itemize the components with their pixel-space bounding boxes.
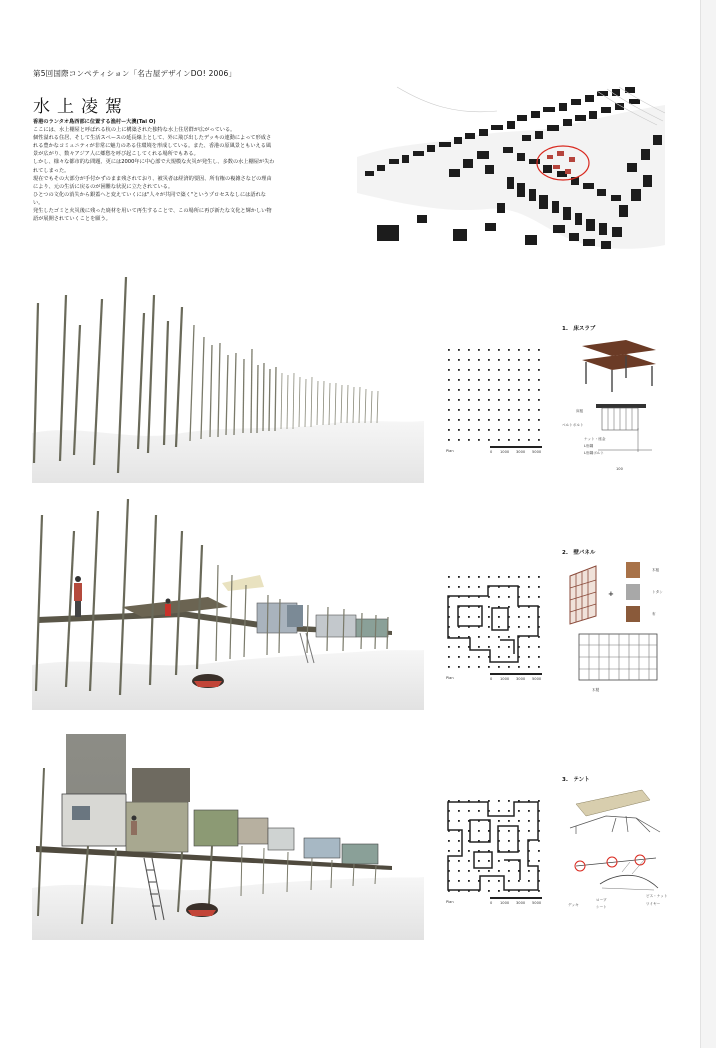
intro-paragraph: 発生したゴミと火災後に残った廃材を用いて再生することで、この場所に再び新たな文化と輝かしい物語が展開されていくことを願う。 (33, 208, 272, 223)
column-dot (478, 656, 480, 658)
column-dot (478, 870, 480, 872)
column-dot (518, 389, 520, 391)
column-dot (498, 616, 500, 618)
column-dot (468, 369, 470, 371)
page-title: 水上凌駕 (33, 97, 129, 117)
note-label: 木製 (592, 688, 600, 692)
column-dot (458, 586, 460, 588)
column-dot (528, 419, 530, 421)
column-dot (448, 399, 450, 401)
column-dot (538, 429, 540, 431)
step-1-plan (444, 345, 546, 455)
plan-label: Plan (446, 449, 454, 453)
competition-title: 第5回国際コンペティション「名古屋デザインDO! 2006」 (33, 69, 237, 78)
note-label: ワイヤー (646, 902, 661, 906)
column-dot (498, 646, 500, 648)
column-dot (518, 810, 520, 812)
column-dot (448, 850, 450, 852)
material-label: 布 (652, 612, 656, 616)
column-dot (458, 870, 460, 872)
scale-tick: 1000 (500, 450, 510, 454)
note-label: 100 (616, 467, 623, 471)
column-dot (538, 389, 540, 391)
column-dot (448, 656, 450, 658)
intro-paragraph: ひとつの文化の消失から銀蓋へと変えていくには"人々が共同で築く"というプロセスなしには語れない。 (33, 191, 266, 206)
column-dot (528, 830, 530, 832)
column-dot (458, 399, 460, 401)
column-dot (488, 379, 490, 381)
column-dot (468, 850, 470, 852)
column-dot (518, 576, 520, 578)
column-dot (498, 860, 500, 862)
column-dot (468, 439, 470, 441)
material-label: トタン (652, 590, 663, 594)
column-dot (528, 666, 530, 668)
tent-diagram (566, 788, 666, 906)
column-dot (498, 399, 500, 401)
column-dot (538, 399, 540, 401)
column-dot (528, 369, 530, 371)
note-label: デッキ (568, 903, 579, 907)
column-dot (458, 576, 460, 578)
column-dot (498, 890, 500, 892)
column-dot (518, 419, 520, 421)
column-dot (448, 840, 450, 842)
column-dot (518, 379, 520, 381)
column-dot (488, 636, 490, 638)
column-dot (518, 409, 520, 411)
scale-tick: 3000 (516, 677, 526, 681)
column-dot (498, 429, 500, 431)
column-dot (518, 616, 520, 618)
column-dot (488, 880, 490, 882)
column-dot (448, 359, 450, 361)
column-dot (508, 389, 510, 391)
column-dot (478, 409, 480, 411)
column-dot (508, 409, 510, 411)
column-dot (538, 666, 540, 668)
column-dot (538, 596, 540, 598)
column-dot (498, 810, 500, 812)
column-dot (478, 860, 480, 862)
column-dot (448, 586, 450, 588)
column-dot (508, 359, 510, 361)
column-dot (498, 636, 500, 638)
intro-paragraph: 香港のランタオ島西部に位置する漁村ー大澳(Tai O) (33, 119, 156, 125)
column-dot (478, 359, 480, 361)
plus-sign: + (608, 590, 614, 598)
site-map (357, 85, 665, 257)
column-dot (448, 349, 450, 351)
column-dot (508, 820, 510, 822)
column-dot (478, 830, 480, 832)
column-dot (468, 359, 470, 361)
column-dot (458, 850, 460, 852)
column-dot (528, 379, 530, 381)
scale-bar (490, 673, 542, 675)
column-dot (538, 576, 540, 578)
column-dot (538, 419, 540, 421)
column-dot (508, 800, 510, 802)
column-dot (488, 616, 490, 618)
column-dot (498, 666, 500, 668)
column-dot (468, 880, 470, 882)
step-2-plan (444, 572, 546, 682)
column-dot (528, 349, 530, 351)
column-dot (478, 576, 480, 578)
column-dot (518, 349, 520, 351)
scale-tick: 0 (490, 901, 493, 905)
column-dot (538, 409, 540, 411)
plan-label: Plan (446, 900, 454, 904)
column-dot (498, 419, 500, 421)
column-dot (528, 616, 530, 618)
scale-tick: 0 (490, 677, 493, 681)
step-3-label: 3. テント (562, 777, 590, 783)
column-dot (468, 860, 470, 862)
column-dot (508, 840, 510, 842)
column-dot (498, 439, 500, 441)
column-dot (538, 379, 540, 381)
column-dot (458, 349, 460, 351)
column-dot (518, 666, 520, 668)
column-dot (508, 419, 510, 421)
column-dot (488, 870, 490, 872)
column-dot (448, 389, 450, 391)
column-dot (458, 646, 460, 648)
column-dot (458, 860, 460, 862)
column-dot (518, 429, 520, 431)
column-dot (468, 576, 470, 578)
column-dot (468, 656, 470, 658)
column-dot (498, 800, 500, 802)
column-dot (468, 616, 470, 618)
column-dot (488, 419, 490, 421)
column-dot (468, 379, 470, 381)
intro-paragraph: ここには、水上棚屋と呼ばれる杭の上に構築された独特な水上住居群が広がっている。 (33, 127, 236, 134)
column-dot (528, 439, 530, 441)
column-dot (458, 429, 460, 431)
column-dot (528, 626, 530, 628)
column-dot (498, 389, 500, 391)
column-dot (528, 576, 530, 578)
column-dot (458, 880, 460, 882)
column-dot (528, 880, 530, 882)
column-dot (488, 439, 490, 441)
column-dot (478, 429, 480, 431)
column-dot (498, 576, 500, 578)
column-dot (498, 409, 500, 411)
column-dot (498, 626, 500, 628)
scale-tick: 3000 (516, 901, 526, 905)
column-dot (508, 870, 510, 872)
column-dot (488, 389, 490, 391)
column-dot (498, 870, 500, 872)
column-dot (498, 880, 500, 882)
column-dot (488, 860, 490, 862)
column-dot (468, 666, 470, 668)
column-dot (448, 646, 450, 648)
perspective-scene-3 (32, 728, 424, 940)
column-dot (488, 369, 490, 371)
column-dot (448, 439, 450, 441)
column-dot (498, 596, 500, 598)
column-dot (478, 419, 480, 421)
scale-tick: 1000 (500, 901, 510, 905)
note-label: シート (596, 905, 607, 909)
column-dot (448, 419, 450, 421)
column-dot (508, 596, 510, 598)
column-dot (508, 880, 510, 882)
column-dot (488, 890, 490, 892)
column-dot (538, 349, 540, 351)
column-dot (458, 439, 460, 441)
column-dot (468, 429, 470, 431)
scale-tick: 5000 (532, 677, 542, 681)
column-dot (528, 596, 530, 598)
column-dot (478, 646, 480, 648)
column-dot (488, 409, 490, 411)
column-dot (508, 646, 510, 648)
column-dot (468, 870, 470, 872)
column-dot (468, 389, 470, 391)
material-label: 木板 (652, 568, 660, 572)
column-dot (478, 666, 480, 668)
column-dot (448, 369, 450, 371)
note-label: ベルトボルト (562, 423, 584, 427)
note-label: ビス・ナット (646, 894, 668, 898)
column-dot (448, 409, 450, 411)
column-dot (488, 349, 490, 351)
column-dot (518, 820, 520, 822)
column-dot (528, 810, 530, 812)
column-dot (508, 369, 510, 371)
column-dot (488, 606, 490, 608)
column-dot (458, 419, 460, 421)
note-label: 床板 (576, 409, 584, 413)
column-dot (468, 419, 470, 421)
column-dot (538, 369, 540, 371)
column-dot (498, 359, 500, 361)
scale-tick: 5000 (532, 901, 542, 905)
intro-text (33, 118, 275, 223)
perspective-scene-2 (32, 495, 424, 710)
column-dot (518, 369, 520, 371)
column-dot (488, 399, 490, 401)
column-dot (488, 646, 490, 648)
column-dot (468, 810, 470, 812)
perspective-scene-1 (32, 273, 424, 483)
column-dot (478, 810, 480, 812)
column-dot (458, 810, 460, 812)
column-dot (498, 656, 500, 658)
column-dot (498, 379, 500, 381)
column-dot (508, 636, 510, 638)
column-dot (488, 429, 490, 431)
column-dot (518, 439, 520, 441)
column-dot (458, 359, 460, 361)
column-dot (528, 359, 530, 361)
wall-elevation-grid (578, 633, 660, 687)
plan-label: Plan (446, 676, 454, 680)
column-dot (538, 439, 540, 441)
column-dot (538, 646, 540, 648)
column-dot (528, 586, 530, 588)
intro-paragraph: 現在でもその大部分が手付かずのまま残されており、被災者は経済的要因、所有権の複雑さなどの理由により、元の生活に戻るのが困難な状況に立たされている。 (33, 175, 272, 190)
column-dot (518, 359, 520, 361)
column-dot (508, 429, 510, 431)
column-dot (508, 810, 510, 812)
column-dot (458, 666, 460, 668)
intro-paragraph: しかし、様々な都市的な問題、更には2000年に中心部で大規模な火災が発生し、多数の水上棚屋が失われてしまった。 (33, 159, 275, 174)
step-2-label: 2. 壁パネル (562, 550, 596, 556)
column-dot (528, 656, 530, 658)
column-dot (478, 389, 480, 391)
column-dot (518, 399, 520, 401)
column-dot (508, 379, 510, 381)
column-dot (488, 666, 490, 668)
column-dot (458, 389, 460, 391)
column-dot (478, 636, 480, 638)
column-dot (458, 379, 460, 381)
step-1-label: 1. 床スラブ (562, 326, 596, 332)
column-dot (478, 369, 480, 371)
column-dot (538, 860, 540, 862)
column-dot (508, 399, 510, 401)
column-dot (538, 850, 540, 852)
column-dot (488, 626, 490, 628)
column-dot (478, 379, 480, 381)
column-dot (528, 429, 530, 431)
column-dot (478, 616, 480, 618)
scale-bar (490, 897, 542, 899)
column-dot (468, 586, 470, 588)
column-dot (508, 439, 510, 441)
column-dot (538, 586, 540, 588)
column-dot (488, 359, 490, 361)
column-dot (508, 349, 510, 351)
column-dot (458, 656, 460, 658)
column-dot (528, 820, 530, 822)
column-dot (528, 399, 530, 401)
column-dot (508, 576, 510, 578)
column-dot (468, 349, 470, 351)
scale-tick: 1000 (500, 677, 510, 681)
page-edge-strip (700, 0, 716, 1048)
note-label: L形鋼ボルト (584, 451, 604, 455)
column-dot (488, 576, 490, 578)
column-dot (458, 369, 460, 371)
column-dot (458, 840, 460, 842)
column-dot (508, 656, 510, 658)
column-dot (478, 399, 480, 401)
column-dot (478, 349, 480, 351)
column-dot (508, 666, 510, 668)
column-dot (448, 666, 450, 668)
intro-paragraph: 個性溢れる住居、そして生活スペースの延長線上として、外に飛び出したデッキの連動によって形成される豊かなコミュニティが非常に魅力のある住環境を形成している。また、香港の原風景ともいえる風景が広がり、数々アジア人に郷愁を呼び起こしてくれる場所でもある。 (33, 135, 272, 158)
column-dot (448, 379, 450, 381)
note-label: ナット・座金 (584, 437, 606, 441)
column-dot (528, 870, 530, 872)
scale-tick: 3000 (516, 450, 526, 454)
column-dot (528, 409, 530, 411)
column-dot (458, 820, 460, 822)
column-dot (538, 656, 540, 658)
column-dot (448, 429, 450, 431)
column-dot (468, 399, 470, 401)
note-label: ロープ (596, 898, 607, 902)
column-dot (448, 576, 450, 578)
note-label: L形鋼 (584, 444, 594, 448)
column-dot (528, 389, 530, 391)
step-3-plan (444, 796, 546, 906)
column-dot (518, 880, 520, 882)
column-dot (468, 409, 470, 411)
scale-tick: 0 (490, 450, 493, 454)
scale-bar (490, 446, 542, 448)
column-dot (458, 409, 460, 411)
scale-tick: 5000 (532, 450, 542, 454)
column-dot (528, 646, 530, 648)
column-dot (538, 359, 540, 361)
column-dot (498, 369, 500, 371)
column-dot (478, 586, 480, 588)
column-dot (498, 349, 500, 351)
column-dot (518, 626, 520, 628)
column-dot (478, 439, 480, 441)
column-dot (498, 820, 500, 822)
column-dot (508, 830, 510, 832)
